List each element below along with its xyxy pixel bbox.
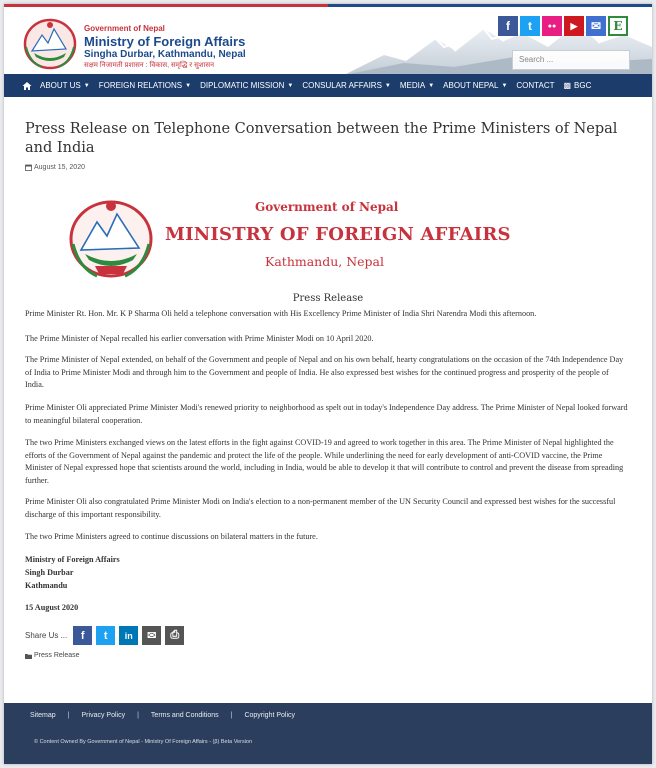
post-date-text: August 15, 2020: [34, 164, 85, 171]
letterhead-government: Government of Nepal: [255, 200, 399, 214]
paragraph-3: The Prime Minister of Nepal extended, on behalf of the Government and people of Nepal and on his own behalf, hearty congratulations on the occasion of the 74th Independence Day of India to Prime Minister Modi and through him to the Government and people of India. He also expressed best wishes for the continued progress and prosperity of the people of India.: [25, 355, 624, 389]
footer-copyright: © Content Owned By Government of Nepal - Ministry Of Foreign Affairs - (β) Beta Version: [34, 739, 253, 745]
paragraph-4: Prime Minister Oli appreciated Prime Minister Modi's renewed priority to neighborhood as spelt out in today's Independence Day address. The Prime Minister of Nepal looked forward to meaningful bilateral cooperation.: [25, 403, 628, 425]
search-placeholder: Search ...: [519, 55, 554, 64]
nav-foreign-relations[interactable]: [99, 81, 191, 90]
nav-label: BGC: [574, 81, 592, 90]
calendar-icon: [25, 164, 32, 171]
facebook-share-icon[interactable]: f: [73, 626, 92, 645]
email-share-icon[interactable]: ✉: [142, 626, 161, 645]
government-name: Government of Nepal: [84, 24, 165, 33]
post-category: [25, 652, 80, 659]
e-letter-icon[interactable]: E: [608, 16, 628, 36]
nav-diplomatic-mission[interactable]: [200, 81, 293, 90]
paragraph-6: Prime Minister Oli also congratulated Prime Minister Modi on India's election to a non-permanent member of the UN Security Council and expressed best wishes for the successful discharge of this important responsibility.: [25, 497, 616, 519]
paragraph-2: The Prime Minister of Nepal recalled his earlier conversation with Prime Minister Modi on 10 April 2020.: [25, 334, 374, 343]
youtube-icon[interactable]: ▶: [564, 16, 584, 36]
main-nav: [4, 74, 652, 97]
press-release-heading: Press Release: [292, 293, 364, 304]
caret-down-icon: ▼: [384, 82, 391, 89]
email-icon[interactable]: ✉: [586, 16, 606, 36]
social-links: [498, 16, 628, 36]
footer-link-sitemap[interactable]: Sitemap: [30, 712, 56, 719]
nav-label: DIPLOMATIC MISSION: [200, 81, 285, 90]
post-date: [25, 164, 85, 171]
caret-down-icon: ▼: [83, 82, 90, 89]
twitter-share-icon[interactable]: t: [96, 626, 115, 645]
gift-icon: ▩: [563, 81, 572, 90]
ministry-motto: सक्षम निजामती प्रशासन : विकास, समृद्धि र सुशासन: [84, 62, 215, 69]
ministry-address: Singha Durbar, Kathmandu, Nepal: [84, 49, 246, 60]
nav-label: CONSULAR AFFAIRS: [302, 81, 382, 90]
caret-down-icon: ▼: [428, 82, 435, 89]
signature-city: Kathmandu: [25, 581, 68, 590]
site-header: [4, 7, 652, 73]
page-frame: [4, 4, 652, 764]
letterhead-city: Kathmandu, Nepal: [265, 254, 385, 269]
footer-links: [30, 712, 295, 719]
nepal-emblem-large: [65, 196, 157, 280]
caret-down-icon: ▼: [501, 82, 508, 89]
signature-ministry: Ministry of Foreign Affairs: [25, 555, 120, 564]
nav-about-us[interactable]: [40, 81, 90, 90]
footer-separator: |: [67, 712, 70, 719]
category-link[interactable]: Press Release: [34, 652, 80, 659]
print-share-icon[interactable]: ⎙: [165, 626, 184, 645]
linkedin-share-icon[interactable]: in: [119, 626, 138, 645]
facebook-icon[interactable]: f: [498, 16, 518, 36]
letterhead-ministry: MINISTRY OF FOREIGN AFFAIRS: [165, 224, 511, 245]
home-icon[interactable]: [22, 81, 32, 91]
folder-icon: [25, 653, 32, 659]
flickr-icon[interactable]: ●●: [542, 16, 562, 36]
nav-bgc[interactable]: [563, 81, 591, 90]
paragraph-1: Prime Minister Rt. Hon. Mr. K P Sharma Oli held a telephone conversation with His Excellency Prime Minister of India Shri Narendra Modi this afternoon.: [25, 309, 537, 318]
footer-separator: |: [230, 712, 233, 719]
page-title: Press Release on Telephone Conversation between the Prime Ministers of Nepal and India: [25, 121, 618, 156]
nav-label: MEDIA: [399, 81, 426, 90]
footer-link-copyright[interactable]: Copyright Policy: [244, 712, 296, 719]
nav-label: CONTACT: [516, 81, 555, 90]
nav-label: FOREIGN RELATIONS: [98, 81, 183, 90]
nav-media[interactable]: [400, 81, 434, 90]
caret-down-icon: ▼: [287, 82, 294, 89]
site-footer: [4, 703, 652, 764]
nav-about-nepal[interactable]: [443, 81, 507, 90]
paragraph-5: The two Prime Ministers exchanged views on the latest efforts in the fight against COVID-19 and agreed to work together in this area. The Prime Minister of Nepal highlighted the efforts of the Government of Nepal against the pandemic and protect the life of the people. While underlining the need for early development of anti-COVID vaccine, the Prime Minister of Nepal expressed hope that scientists around the world, including in India, would be able to develop it that will contribute to control and prevent the disease from spreading further.: [25, 438, 624, 485]
share-bar: [25, 626, 184, 645]
nav-label: ABOUT US: [40, 81, 81, 90]
signature-office: Singh Durbar: [25, 568, 74, 577]
paragraph-7: The two Prime Ministers agreed to continue discussions on bilateral matters in the future.: [25, 532, 318, 541]
signature-date: 15 August 2020: [25, 603, 79, 612]
footer-separator: |: [137, 712, 139, 719]
share-label: Share Us ...: [25, 631, 68, 640]
caret-down-icon: ▼: [185, 82, 192, 89]
nepal-emblem-logo[interactable]: [22, 17, 78, 71]
footer-link-terms[interactable]: Terms and Conditions: [150, 712, 219, 719]
press-release-letterhead: [59, 194, 599, 284]
footer-link-privacy[interactable]: Privacy Policy: [81, 712, 126, 719]
twitter-icon[interactable]: t: [520, 16, 540, 36]
ministry-name[interactable]: Ministry of Foreign Affairs: [84, 34, 246, 49]
nav-label: ABOUT NEPAL: [443, 81, 499, 90]
nav-consular-affairs[interactable]: [302, 81, 391, 90]
nav-contact[interactable]: [516, 81, 554, 90]
search-input[interactable]: [512, 50, 630, 70]
